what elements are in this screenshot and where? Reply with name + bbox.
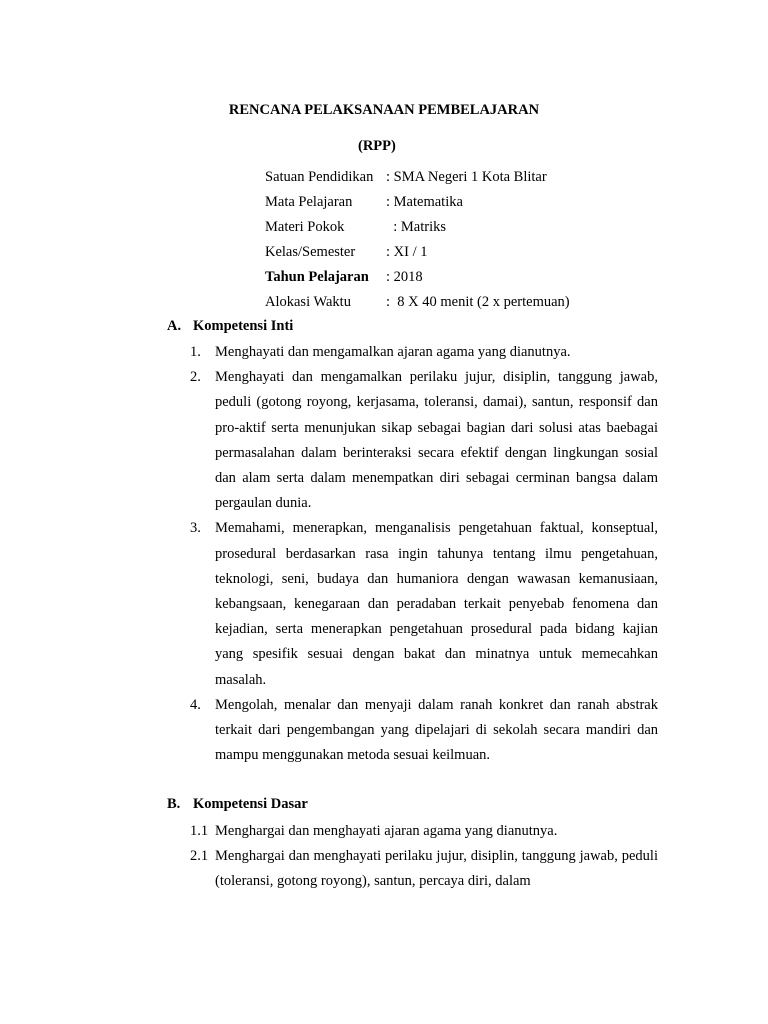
section-letter: A. bbox=[167, 318, 182, 334]
meta-label: Kelas/Semester bbox=[265, 244, 356, 260]
meta-row-materi bbox=[265, 218, 570, 243]
meta-value: : XI / 1 bbox=[386, 244, 428, 260]
section-title: Kompetensi Inti bbox=[193, 318, 294, 334]
list-item bbox=[190, 516, 658, 692]
item-number: 4. bbox=[190, 696, 201, 713]
meta-label: Mata Pelajaran bbox=[265, 194, 353, 210]
section-heading-a bbox=[167, 318, 293, 335]
identity-table bbox=[265, 168, 570, 318]
meta-value: : Matematika bbox=[386, 194, 463, 210]
item-number: 2. bbox=[190, 369, 201, 386]
item-text: Memahami, menerapkan, menganalisis pengetahuan faktual, konseptual, prosedural berdasarkan rasa ingin tahunya tentang ilmu pengetahuan, teknologi, seni, budaya dan humaniora dengan wawasan kemanusiaan, kebangsaan, kenegaraan dan peradaban terkait penyebab fenomena dan kejadian, serta menerapkan pengetahuan prosedural pada bidang kajian yang spesifik sesuai dengan bakat dan minatnya untuk memecahkan masalah. bbox=[215, 520, 658, 688]
section-title: Kompetensi Dasar bbox=[193, 796, 308, 812]
meta-row-alokasi bbox=[265, 293, 570, 318]
meta-row-satuan bbox=[265, 168, 570, 193]
list-item bbox=[190, 365, 658, 516]
item-number: 1.1 bbox=[190, 823, 209, 839]
document-title: RENCANA PELAKSANAAN PEMBELAJARAN bbox=[228, 102, 540, 118]
kompetensi-inti-list bbox=[190, 340, 658, 768]
list-item bbox=[190, 819, 658, 844]
meta-label: Tahun Pelajaran bbox=[265, 269, 369, 285]
item-text: Menghayati dan mengamalkan perilaku jujur, disiplin, tanggung jawab, peduli (gotong royong, kerjasama, toleransi, damai), santun, responsif dan pro-aktif serta menunjukan sikap sebagai bagian dari solusi atas baebagai permasalahan dalam berinteraksi secara efektif dengan lingkungan sosial dan alam serta dalam menempatkan diri sebagai cerminan bangsa dalam pergaulan dunia. bbox=[215, 369, 658, 512]
kompetensi-dasar-list bbox=[190, 819, 658, 895]
list-item bbox=[190, 693, 658, 769]
item-text: Mengolah, menalar dan menyaji dalam ranah konkret dan ranah abstrak terkait dari pengembangan yang dipelajari di sekolah secara mandiri dan mampu menggunakan metoda sesuai keilmuan. bbox=[215, 696, 658, 764]
item-number: 3. bbox=[190, 520, 201, 537]
meta-value: : Matriks bbox=[386, 219, 447, 235]
item-number: 1. bbox=[190, 344, 201, 360]
item-text: Menghargai dan menghayati ajaran agama yang dianutnya. bbox=[215, 823, 558, 839]
list-item bbox=[190, 844, 658, 894]
meta-value: : 8 X 40 menit (2 x pertemuan) bbox=[386, 294, 570, 310]
meta-label: Alokasi Waktu bbox=[265, 294, 351, 310]
section-letter: B. bbox=[167, 796, 181, 812]
meta-value: : SMA Negeri 1 Kota Blitar bbox=[386, 169, 547, 185]
item-text: Menghayati dan mengamalkan ajaran agama yang dianutnya. bbox=[215, 344, 571, 360]
meta-label: Materi Pokok bbox=[265, 219, 345, 235]
section-heading-b bbox=[167, 796, 308, 813]
item-text: Menghargai dan menghayati perilaku jujur, disiplin, tanggung jawab, peduli (toleransi, gotong royong), santun, percaya diri, dalam bbox=[215, 848, 658, 890]
document-subtitle: (RPP) bbox=[358, 138, 396, 154]
item-number: 2.1 bbox=[190, 848, 209, 865]
meta-row-kelas bbox=[265, 243, 570, 268]
meta-value: : 2018 bbox=[386, 269, 423, 285]
meta-row-mapel bbox=[265, 193, 570, 218]
list-item bbox=[190, 340, 658, 365]
meta-label: Satuan Pendidikan bbox=[265, 169, 374, 185]
meta-row-tahun bbox=[265, 268, 570, 293]
